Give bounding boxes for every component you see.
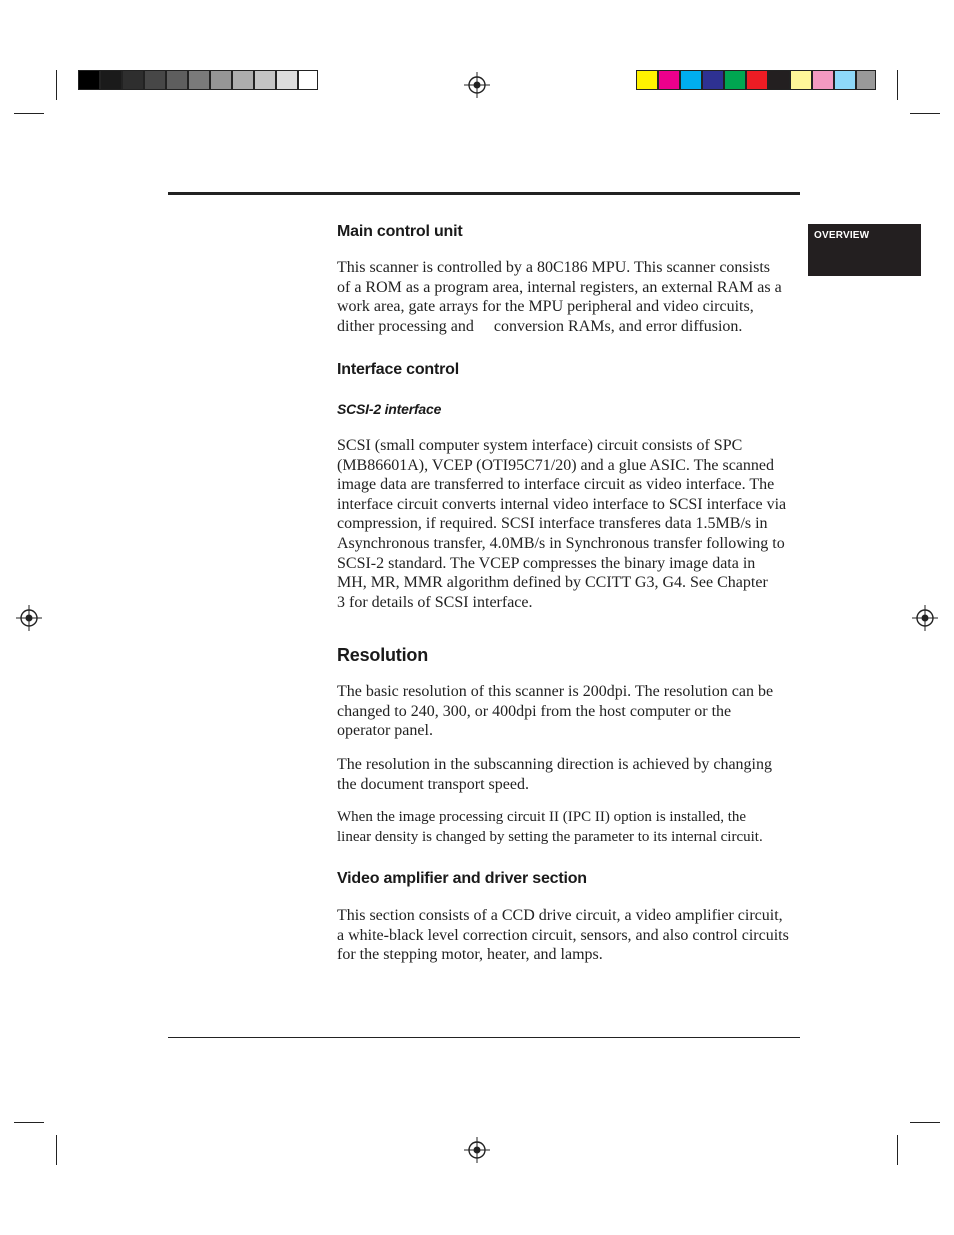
text-line: The basic resolution of this scanner is 200dpi. The resolution can be (337, 683, 774, 700)
text-line: (MB86601A), VCEP (OTI95C71/20) and a glue ASIC. The scanned (337, 456, 774, 474)
text-line: compression, if required. SCSI interface transferes data 1.5MB/s in (337, 515, 768, 533)
paragraph-main-control (337, 258, 807, 336)
text-line: 3 for details of SCSI interface. (337, 593, 533, 611)
crop-mark (14, 113, 44, 114)
section-tab (808, 224, 921, 276)
color-swatch (746, 70, 768, 90)
paragraph-video-amplifier (337, 906, 807, 965)
header-rule (168, 192, 800, 195)
heading-video-amplifier: Video amplifier and driver section (337, 870, 587, 887)
heading-main-control-unit: Main control unit (337, 223, 463, 240)
text-line: image data are transferred to interface circuit as video interface. The (337, 476, 775, 494)
text-line: SCSI-2 standard. The VCEP compresses the binary image data in (337, 554, 756, 572)
registration-mark-icon (464, 72, 490, 98)
crop-mark (897, 70, 898, 100)
color-swatch (658, 70, 680, 90)
crop-mark (910, 113, 940, 114)
color-swatch (856, 70, 876, 90)
crop-mark (897, 1135, 898, 1165)
text-line: This scanner is controlled by a 80C186 MPU. This scanner consists (337, 259, 770, 276)
gray-swatch (144, 70, 166, 90)
text-line: MH, MR, MMR algorithm defined by CCITT G3, G4. See Chapter (337, 574, 768, 592)
color-swatch (768, 70, 790, 90)
gray-swatch (254, 70, 276, 90)
text-line: operator panel. (337, 722, 433, 740)
text-line: linear density is changed by setting the parameter to its internal circuit. (337, 828, 763, 845)
color-swatch (636, 70, 658, 90)
gray-swatch (276, 70, 298, 90)
crop-mark (14, 1122, 44, 1123)
text-line: a white-black level correction circuit, sensors, and also control circuits (337, 926, 789, 944)
gray-swatch (210, 70, 232, 90)
text-line: changed to 240, 300, or 400dpi from the host computer or the (337, 702, 732, 720)
paragraph-resolution-subscanning (337, 755, 807, 794)
color-swatch (834, 70, 856, 90)
gray-swatch (78, 70, 100, 90)
paragraph-scsi-interface (337, 436, 807, 612)
heading-resolution: Resolution (337, 645, 428, 665)
text-line: interface circuit converts internal video interface to SCSI interface via (337, 495, 787, 513)
paragraph-resolution-ipc (337, 808, 807, 847)
crop-mark (56, 70, 57, 100)
text-line: When the image processing circuit II (IPC II) option is installed, the (337, 809, 747, 825)
crop-mark (56, 1135, 57, 1165)
heading-interface-control: Interface control (337, 361, 459, 378)
subheading-scsi-2-interface: SCSI-2 interface (337, 401, 442, 417)
registration-mark-icon (16, 605, 42, 631)
color-swatch (790, 70, 812, 90)
text-line: the document transport speed. (337, 775, 529, 793)
gray-swatch (122, 70, 144, 90)
color-swatch (812, 70, 834, 90)
footer-rule (168, 1037, 800, 1038)
color-swatch (724, 70, 746, 90)
text-line: This section consists of a CCD drive circuit, a video amplifier circuit, (337, 907, 783, 924)
gray-swatch (188, 70, 210, 90)
color-swatch (680, 70, 702, 90)
text-line: of a ROM as a program area, internal registers, an external RAM as a (337, 278, 782, 296)
gray-swatch (166, 70, 188, 90)
gray-swatch (298, 70, 318, 90)
gray-swatch (232, 70, 254, 90)
text-line: dither processing and conversion RAMs, and error diffusion. (337, 317, 743, 335)
text-line: SCSI (small computer system interface) circuit consists of SPC (337, 437, 743, 454)
text-line: work area, gate arrays for the MPU peripheral and video circuits, (337, 298, 754, 316)
crop-mark (910, 1122, 940, 1123)
text-line: The resolution in the subscanning direction is achieved by changing (337, 756, 772, 773)
section-tab-label: OVERVIEW (814, 230, 870, 241)
color-swatch (702, 70, 724, 90)
text-line: Asynchronous transfer, 4.0MB/s in Synchronous transfer following to (337, 534, 785, 552)
paragraph-resolution-basic (337, 682, 807, 741)
registration-mark-icon (464, 1137, 490, 1163)
text-line: for the stepping motor, heater, and lamps. (337, 946, 603, 964)
registration-mark-icon (912, 605, 938, 631)
gray-swatch (100, 70, 122, 90)
